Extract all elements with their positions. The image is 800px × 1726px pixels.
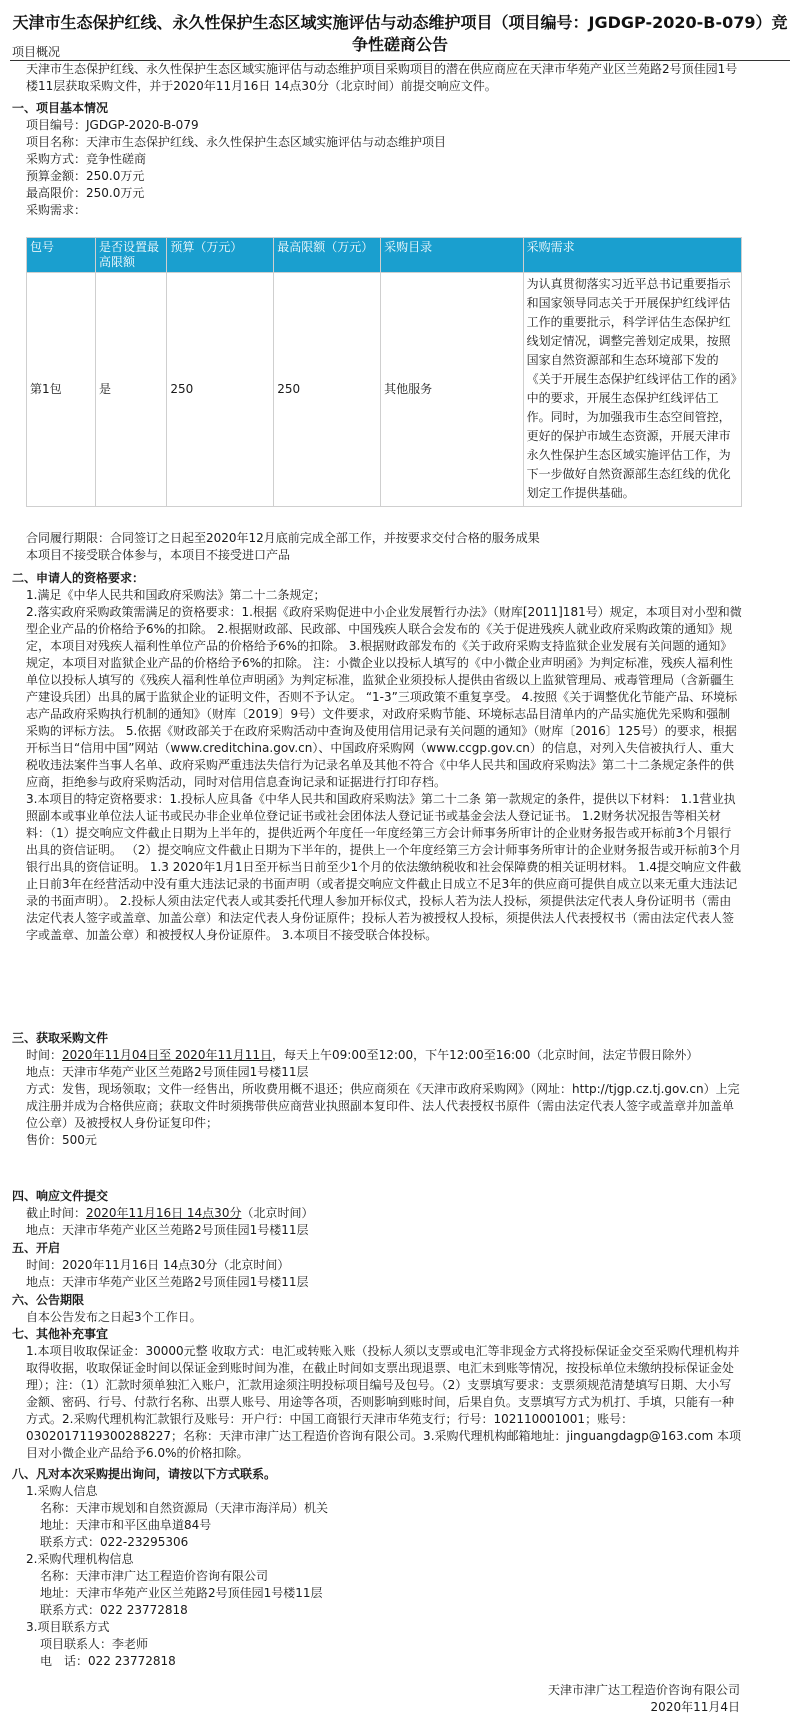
obtain-method: 方式：发售，现场领取；文件一经售出，所收费用概不退还；供应商须在《天津市政府采购网》（网址：http://tjgp.cz.tj.gov.cn）上完成注册并成为合格供应商；获取文件时须携带供应商营业执照副本复印件、法人代表授权书原件（需由法定代表人签字或盖章并加盖单位公章）及被授权人身份证复印件； xyxy=(26,1082,740,1130)
table-row xyxy=(27,273,742,507)
requirement-label: 采购需求： xyxy=(26,203,87,217)
overview-text: 天津市生态保护红线、永久性保护生态区域实施评估与动态维护项目采购项目的潜在供应商应在天津市华苑产业区兰苑路2号顶佳园1号楼11层获取采购文件，并于2020年11月16日 14点30分（北京时间）前提交响应文件。 xyxy=(26,62,738,93)
obtain-time-rest: ，每天上午09:00至12:00，下午12:00至16:00（北京时间，法定节假日除外） xyxy=(272,1048,699,1062)
opening-place: 地点：天津市华苑产业区兰苑路2号顶佳园1号楼11层 xyxy=(26,1275,309,1289)
cell-limit-set: 是 xyxy=(96,273,167,507)
section-2-heading: 二、申请人的资格要求： xyxy=(12,571,145,585)
after-table xyxy=(12,530,742,564)
procurement-method: 采购方式：竞争性磋商 xyxy=(26,152,147,166)
qualification-1: 1.满足《中华人民共和国政府采购法》第二十二条规定； xyxy=(26,588,326,602)
header-limit-set: 是否设置最高限额 xyxy=(96,238,167,273)
overview-label: 项目概况 xyxy=(12,45,61,59)
section-opening xyxy=(12,1236,742,1291)
contact-person: 项目联系人：李老师 xyxy=(40,1637,149,1651)
deadline-timezone: （北京时间） xyxy=(241,1206,314,1220)
qualification-3: 3.本项目的特定资格要求：1.投标人应具备《中华人民共和国政府采购法》第二十二条 第一款规定的条件，提供以下材料： 1.1营业执照副本或事业单位法人证书或民办非企业单位登记证书或社会团体法人登记证书或基金会法人登记证书。 1.2财务状况报告等相关材料：（1）提交响应文件截止日期为上半年的，提供近两个年度任一年度经第三方会计师事务所审计的企业财务报告或开标前3个月银行出具的资信证明。 （2）提交响应文件截止日期为下半年的，提供上一个年度经第三方会计师事务所审计的企业财务报告或开标前3个月银行出具的资信证明。 1.3 2020年1月1日至开标当日前至少1个月的依法缴纳税收和社会保障费的相关证明材料。 1.4提交响应文件截止日前3年在经营活动中没有重大违法记录的书面声明（或者提交响应文件截止日成立不足3年的供应商可提供自成立以来无重大违法记录的书面声明）。 2.投标人须由法定代表人或其委托代理人参加开标仪式，投标人若为法人投标，须提供法定代表人身份证明书（需由法定代表人签字或盖章、加盖公章）和法定代表人身份证原件；投标人若为被授权人投标，须提供法人代表授权书（需由法定代表人签字或盖章、加盖公章）和被授权人身份证原件。 3.本项目不接受联合体投标。 xyxy=(26,792,742,942)
section-5-heading: 五、开启 xyxy=(12,1241,61,1255)
budget-amount: 预算金额：250.0万元 xyxy=(26,169,145,183)
supplementary-text: 1.本项目收取保证金：30000元整 收取方式：电汇或转账入账（投标人须以支票或电汇等非现金方式将投标保证金交至采购代理机构并取得收据，收取保证金时间以保证金到账时间为准，在截止时间如支票出现退票、电汇未到账等情况，按投标单位未缴纳投标保证金处理）；注：（1）汇款时须单独汇入账户，汇款用途须注明投标项目编号及包号。（2）支票填写要求：支票须规范清楚填写日期、大小写金额、密码、行号、付款行名称、出票人账号、用途等各项，否则影响到账时间，后果自负。支票填写方式为机打、手填，只能有一种方式。2.采购代理机构汇款银行及账号：开户行：中国工商银行天津市华苑支行；行号：102110001001；账号：0302017119300288227；名称：天津市津广达工程造价咨询有限公司。3.采购代理机构邮箱地址：jinguangdagp@163.com 本项目对小微企业产品给予6.0%的价格扣除。 xyxy=(26,1344,741,1460)
cell-catalog: 其他服务 xyxy=(381,273,524,507)
purchaser-phone: 联系方式：022-23295306 xyxy=(40,1535,189,1549)
section-qualifications xyxy=(12,566,742,944)
requirement-table xyxy=(26,237,742,507)
signature-block xyxy=(548,1682,740,1716)
cell-budget: 250 xyxy=(167,273,274,507)
deadline-label: 截止时间： xyxy=(26,1206,87,1220)
cell-package: 第1包 xyxy=(27,273,96,507)
section-contact xyxy=(12,1462,742,1670)
contract-period: 合同履行期限：合同签订之日起至2020年12月底前完成全部工作，并按要求交付合格的服务成果 xyxy=(26,531,540,545)
notice-period-text: 自本公告发布之日起3个工作日。 xyxy=(26,1310,202,1324)
section-notice-period xyxy=(12,1288,742,1326)
obtain-place: 地点：天津市华苑产业区兰苑路2号顶佳园1号楼11层 xyxy=(26,1065,309,1079)
agent-phone: 联系方式：022 23772818 xyxy=(40,1603,188,1617)
purchaser-name: 名称：天津市规划和自然资源局（天津市海洋局）机关 xyxy=(40,1501,329,1515)
overview xyxy=(12,44,742,95)
section-basic-info xyxy=(12,96,742,219)
contact-title: 3.项目联系方式 xyxy=(26,1620,110,1634)
purchaser-address: 地址：天津市和平区曲阜道84号 xyxy=(40,1518,212,1532)
agent-address: 地址：天津市华苑产业区兰苑路2号顶佳园1号楼11层 xyxy=(40,1586,323,1600)
qualification-2: 2.落实政府采购政策需满足的资格要求：1.根据《政府采购促进中小企业发展暂行办法》（财库[2011]181号）规定，本项目对小型和微型企业产品的价格给予6%的扣除。 2.根据财政部、民政部、中国残疾人联合会发布的《关于促进残疾人就业政府采购政策的通知》规定，本项目对残疾人福利性单位产品的价格给予6%的扣除。 3.根据财政部发布的《关于政府采购支持监狱企业发展有关问题的通知》规定，本项目对监狱企业产品的价格给予6%的扣除。 注：小微企业以投标人填写的《中小微企业声明函》为判定标准，残疾人福利性单位以投标人填写的《残疾人福利性单位声明函》为判定标准，监狱企业须投标人提供由省级以上监狱管理局、戒毒管理局（含新疆生产建设兵团）出具的属于监狱企业的证明文件，否则不予认定。 “1-3”三项政策不重复享受。 4.按照《关于调整优化节能产品、环境标志产品政府采购执行机制的通知》（财库〔2019〕9号）文件要求，对政府采购节能、环境标志品目清单内的产品实施优先采购和强制采购的评标方法。 5.依据《财政部关于在政府采购活动中查询及使用信用记录有关问题的通知》（财库〔2016〕125号）的要求，根据开标当日“信用中国”网站（www.creditchina.gov.cn）、中国政府采购网（www.ccgp.gov.cn）的信息，对列入失信被执行人、重大税收违法案件当事人名单、政府采购严重违法失信行为记录名单及其他不符合《中华人民共和国政府采购法》第二十二条规定条件的供应商，拒绝参与政府采购活动，同时对信用信息查询记录和证据进行打印存档。 xyxy=(26,605,742,789)
signature-date: 2020年11月4日 xyxy=(650,1700,740,1714)
section-6-heading: 六、公告期限 xyxy=(12,1293,85,1307)
table-header-row xyxy=(27,238,742,273)
section-7-heading: 七、其他补充事宜 xyxy=(12,1327,109,1341)
purchaser-title: 1.采购人信息 xyxy=(26,1484,98,1498)
header-budget: 预算（万元） xyxy=(167,238,274,273)
section-supplementary xyxy=(12,1322,742,1462)
agent-title: 2.采购代理机构信息 xyxy=(26,1552,134,1566)
project-name: 项目名称：天津市生态保护红线、永久性保护生态区域实施评估与动态维护项目 xyxy=(26,135,447,149)
header-catalog: 采购目录 xyxy=(381,238,524,273)
section-submission xyxy=(12,1184,742,1239)
header-max-limit: 最高限额（万元） xyxy=(274,238,381,273)
obtain-time-range: 2020年11月04日至 2020年11月11日 xyxy=(62,1048,272,1062)
section-8-heading: 八、凡对本次采购提出询问，请按以下方式联系。 xyxy=(12,1467,277,1481)
max-price: 最高限价：250.0万元 xyxy=(26,186,145,200)
cell-need: 为认真贯彻落实习近平总书记重要指示和国家领导同志关于开展保护红线评估工作的重要批示，科学评估生态保护红线划定情况，调整完善划定成果，按照国家自然资源部和生态环境部下发的《关于开展生态保护红线评估工作的函》中的要求，开展生态保护红线评估工作。同时，为加强我市生态空间管控，更好的保护市域生态资源，开展天津市永久性保护生态区域实施评估工作，为下一步做好自然资源部生态红线的优化划定工作提供基础。 xyxy=(523,273,741,507)
header-need: 采购需求 xyxy=(523,238,741,273)
section-3-heading: 三、获取采购文件 xyxy=(12,1031,109,1045)
header-package: 包号 xyxy=(27,238,96,273)
section-1-heading: 一、项目基本情况 xyxy=(12,101,109,115)
opening-time: 时间：2020年11月16日 14点30分（北京时间） xyxy=(26,1258,290,1272)
obtain-time-label: 时间： xyxy=(26,1048,63,1062)
page-title: 天津市生态保护红线、永久性保护生态区域实施评估与动态维护项目（项目编号：JGDGP-2020-B-079）竞争性磋商公告 xyxy=(12,13,788,54)
cell-max-limit: 250 xyxy=(274,273,381,507)
submission-place: 地点：天津市华苑产业区兰苑路2号顶佳园1号楼11层 xyxy=(26,1223,309,1237)
contact-phone: 电 话：022 23772818 xyxy=(40,1654,176,1668)
agent-name: 名称：天津市津广达工程造价咨询有限公司 xyxy=(40,1569,269,1583)
obtain-price: 售价：500元 xyxy=(26,1133,97,1147)
submission-deadline xyxy=(12,1205,742,1222)
obtain-time xyxy=(12,1047,742,1064)
signature-company: 天津市津广达工程造价咨询有限公司 xyxy=(547,1683,740,1697)
section-obtain-documents xyxy=(12,1026,742,1149)
project-number: 项目编号：JGDGP-2020-B-079 xyxy=(26,118,199,132)
section-4-heading: 四、响应文件提交 xyxy=(12,1189,109,1203)
deadline-value: 2020年11月16日 14点30分 xyxy=(86,1206,242,1220)
consortium-note: 本项目不接受联合体参与，本项目不接受进口产品 xyxy=(26,548,291,562)
